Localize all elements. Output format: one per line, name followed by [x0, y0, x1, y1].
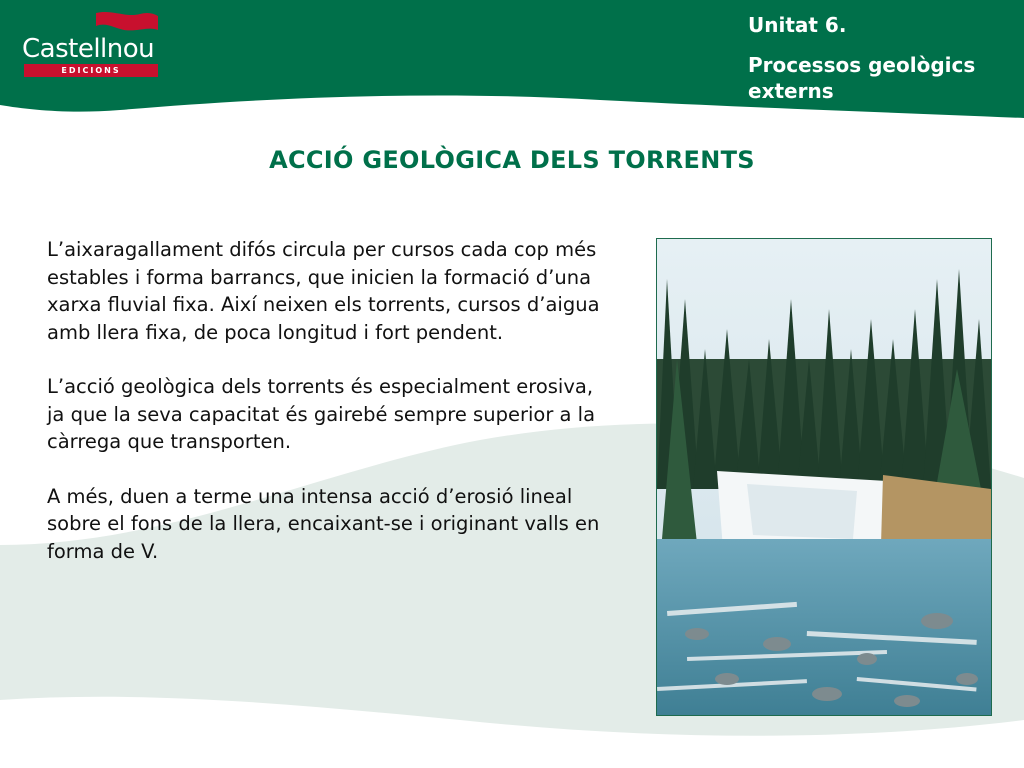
body-text	[47, 236, 607, 592]
unit-label: Unitat 6.	[748, 13, 847, 37]
unit-title: Processos geològics externs	[748, 53, 976, 103]
slide-title: ACCIÓ GEOLÒGICA DELS TORRENTS	[269, 146, 755, 174]
paragraph-1: L’aixaragallament difós circula per cursos cada cop més estables i forma barrancs, que inicien la formació d’una xarxa fluvial fixa. Així neixen els torrents, cursos d’aigua amb llera fixa, de poca longitud i fort pendent.	[47, 238, 600, 344]
paragraph-3: A més, duen a terme una intensa acció d’erosió lineal sobre el fons de la llera, encaixant-se i originant valls en forma de V.	[47, 484, 600, 563]
torrent-photo	[656, 238, 992, 716]
unit-heading	[748, 12, 1018, 104]
castellnou-logo	[22, 10, 162, 78]
paragraph-2: L’acció geològica dels torrents és especialment erosiva, ja que la seva capacitat és gairebé sempre superior a la càrrega que transporten.	[47, 375, 596, 453]
logo-wordmark: Castellnou	[22, 34, 155, 64]
logo-subtitle: EDICIONS	[61, 66, 121, 75]
